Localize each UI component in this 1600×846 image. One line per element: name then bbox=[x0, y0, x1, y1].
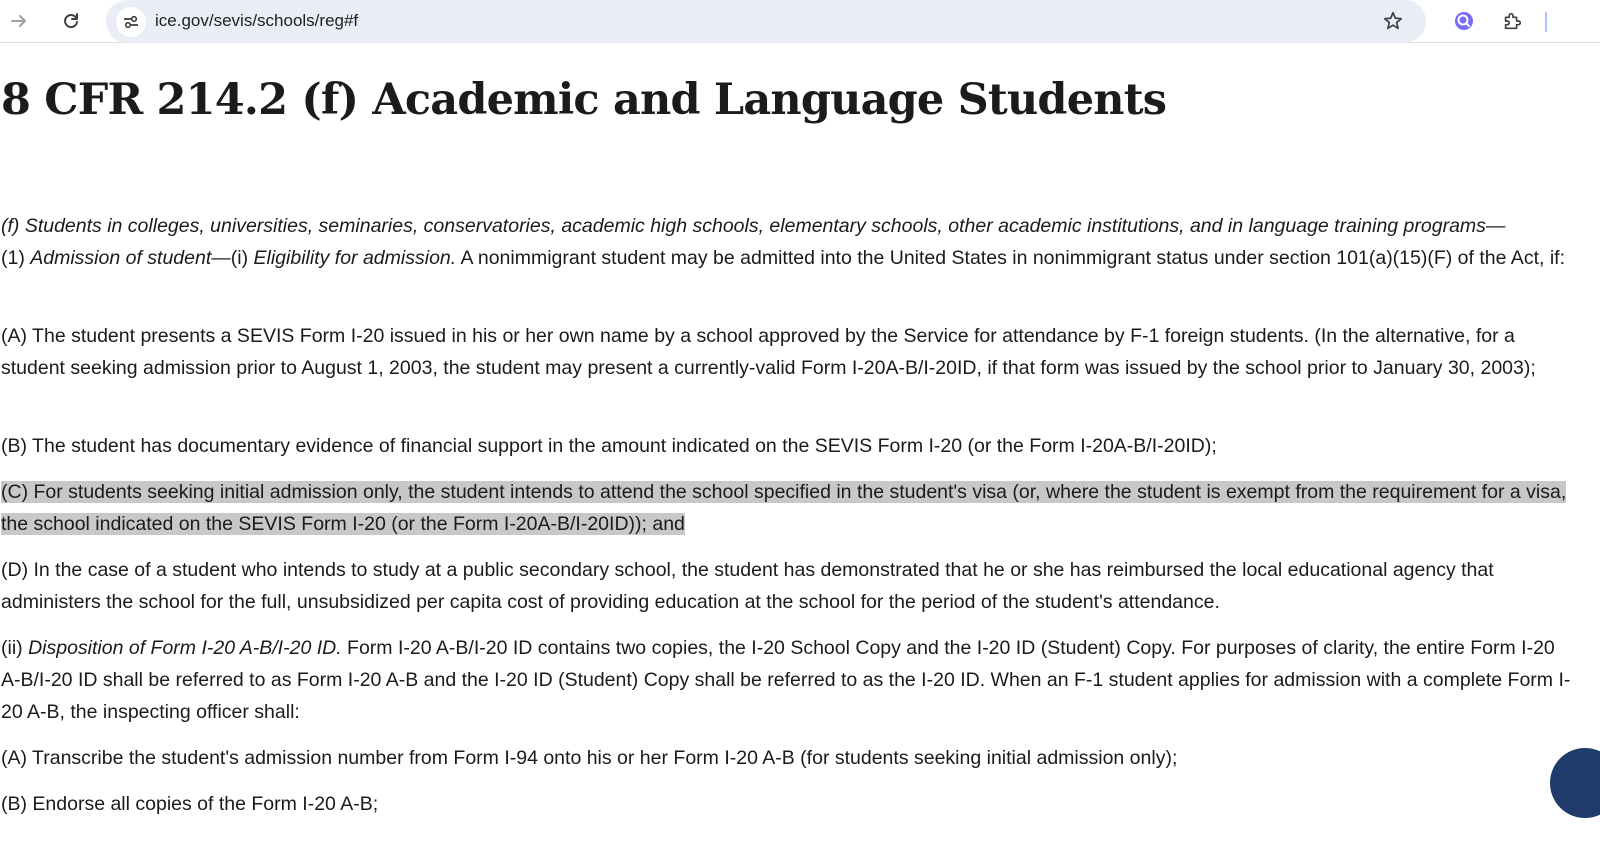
paragraph-b: (B) The student has documentary evidence of financial support in the amount indicated on the SEVIS Form I-20 (or the Form I-20A-B/I-20ID); bbox=[1, 435, 1217, 457]
disposition-text: Form I-20 A-B/I-20 ID contains two copies, the I-20 School Copy and the I-20 ID (Student) Copy. For purposes of clarity, the entire Form I-20 A-B/I-20 ID shall be referred to as Form I-20 A-B and the I-20 ID (Student) Copy shall be referred to as the I-20 ID. When an F-1 student applies for admission with a complete Form I-20 A-B, the inspecting officer shall: bbox=[1, 637, 1571, 723]
highlighted-text: (C) For students seeking initial admission only, the student intends to attend the school specified in the student's visa (or, where the student is exempt from the requirement for a visa, the school indicated on the SEVIS Form I-20 (or the Form I-20A-B/I-20ID)); and bbox=[1, 481, 1567, 535]
browser-toolbar bbox=[0, 0, 1600, 43]
extension-icon[interactable] bbox=[1448, 5, 1480, 37]
eligibility-text: A nonimmigrant student may be admitted into the United States in nonimmigrant status under section 101(a)(15)(F) of the Act, if: bbox=[456, 247, 1565, 269]
paragraph-f-intro bbox=[1, 210, 1576, 274]
clause-number: —(i) bbox=[211, 247, 254, 269]
reload-icon[interactable] bbox=[55, 5, 87, 37]
admission-heading: Admission of student bbox=[30, 247, 212, 269]
page-title: 8 CFR 214.2 (f) Academic and Language Students bbox=[1, 75, 1167, 125]
section-f-heading: (f) Students in colleges, universities, seminaries, conservatories, academic high schools, elementary schools, other academic institutions, and in language training programs— bbox=[1, 215, 1506, 237]
bookmark-star-icon[interactable] bbox=[1380, 8, 1406, 34]
address-bar[interactable] bbox=[106, 0, 1426, 43]
paragraph-a: (A) The student presents a SEVIS Form I-20 issued in his or her own name by a school approved by the Service for attendance by F-1 foreign students. (In the alternative, for a student seeking admission prior to August 1, 2003, the student may present a currently-valid Form I-20A-B/I-20ID, if that form was issued by the school prior to January 30, 2003); bbox=[1, 325, 1536, 379]
disposition-heading: Disposition of Form I-20 A-B/I-20 ID. bbox=[28, 637, 342, 659]
paragraph-ii-b: (B) Endorse all copies of the Form I-20 A-B; bbox=[1, 793, 379, 815]
paragraph-ii-a: (A) Transcribe the student's admission number from Form I-94 onto his or her Form I-20 A-B (for students seeking initial admission only); bbox=[1, 747, 1178, 769]
paragraph-d: (D) In the case of a student who intends to study at a public secondary school, the student has demonstrated that he or she has reimbursed the local educational agency that administers the school for the full, unsubsidized per capita cost of providing education at the school for the period of the student's attendance. bbox=[1, 559, 1494, 613]
paragraph-ii bbox=[1, 632, 1576, 728]
url-text[interactable]: ice.gov/sevis/schools/reg#f bbox=[155, 11, 359, 30]
puzzle-icon[interactable] bbox=[1496, 5, 1528, 37]
site-info-icon[interactable] bbox=[116, 7, 146, 37]
clause-number: (ii) bbox=[1, 637, 29, 659]
eligibility-heading: Eligibility for admission. bbox=[253, 247, 457, 269]
paragraph-c-highlighted bbox=[1, 476, 1576, 540]
clause-number: (1) bbox=[1, 247, 31, 269]
forward-icon[interactable] bbox=[3, 5, 35, 37]
toolbar-divider bbox=[1545, 12, 1547, 32]
